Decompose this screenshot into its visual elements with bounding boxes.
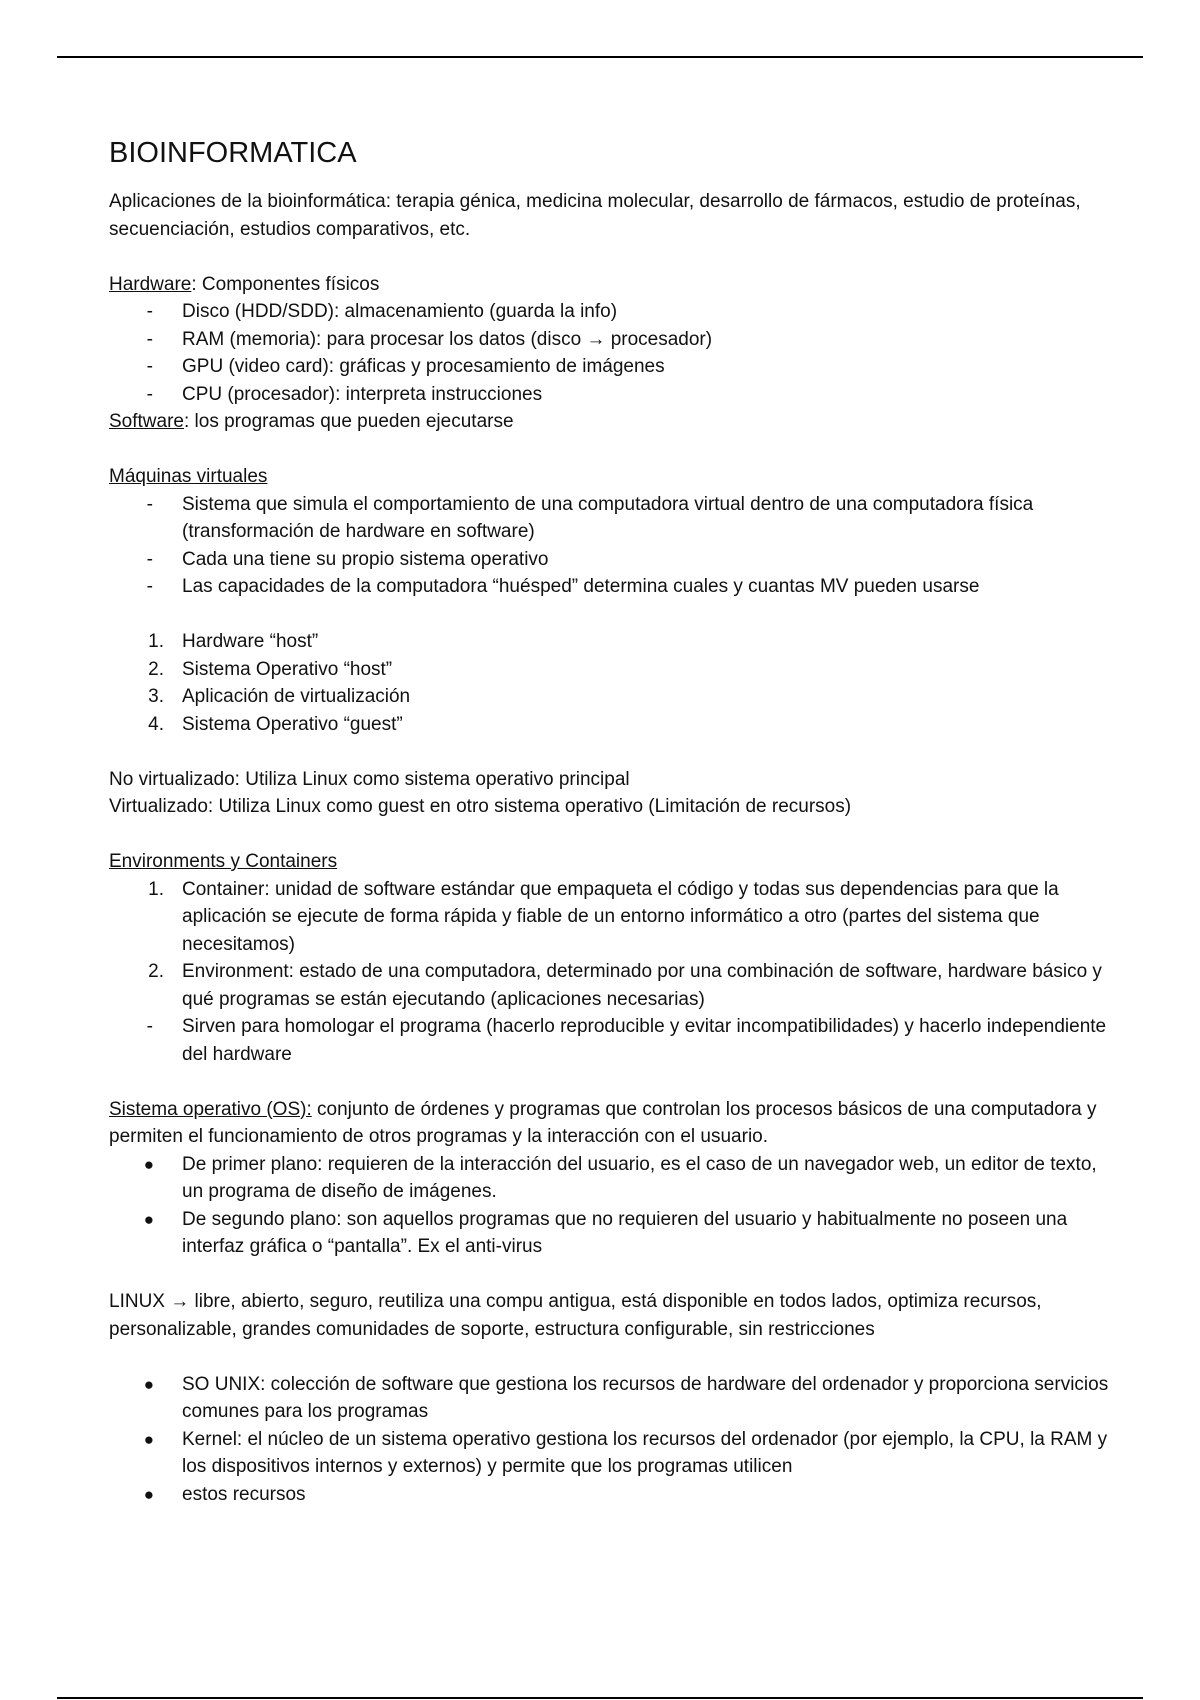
os-desc: conjunto de órdenes y programas que controlan los procesos básicos de una computadora y permiten el funcionamiento de otros programas y la interacción con el usuario. [109, 1098, 1097, 1147]
env-heading: Environments y Containers [109, 851, 338, 872]
vm-numbered-list [109, 628, 1109, 738]
hardware-heading: Hardware [109, 273, 192, 295]
virtual-line: Virtualizado: Utiliza Linux como guest en otro sistema operativo (Limitación de recursos) [109, 796, 852, 817]
list-item: - RAM (memoria): para procesar los datos (disco → procesador) [146, 328, 713, 350]
list-item: - GPU (video card): gráficas y procesamiento de imágenes [146, 356, 665, 377]
list-item: - Disco (HDD/SDD): almacenamiento (guarda la info) [146, 301, 618, 322]
list-item: - Sistema que simula el comportamiento de una computadora virtual dentro de una computadora física (transformación de hardware en software) [146, 493, 1034, 542]
software-desc: : los programas que pueden ejecutarse [183, 411, 514, 432]
list-item: ● De segundo plano: son aquellos programas que no requieren del usuario y habitualmente no poseen una interfaz gráfica o “pantalla”. Ex el anti-virus [143, 1208, 1068, 1257]
vm-heading-line [109, 463, 1109, 491]
numbered-item: 1. Hardware “host” [148, 631, 319, 652]
numbered-item: 2. Sistema Operativo “host” [148, 658, 393, 680]
footer-rule [57, 1697, 1143, 1699]
list-item: - CPU (procesador): interpreta instrucciones [146, 383, 543, 405]
linux-paragraph: LINUX → libre, abierto, seguro, reutiliza una compu antigua, está disponible en todos lados, optimiza recursos, personalizable, grandes comunidades de soporte, estructura configurable, sin restricciones [109, 1291, 1042, 1340]
page-title: BIOINFORMATICA [109, 137, 357, 169]
list-item: ● SO UNIX: colección de software que gestiona los recursos de hardware del ordenador y proporciona servicios comunes para los programas [143, 1373, 1109, 1422]
vm-heading: Máquinas virtuales [109, 466, 268, 487]
software-heading: Software [109, 411, 184, 432]
list-item: - Cada una tiene su propio sistema operativo [146, 548, 549, 570]
software-line [109, 408, 1109, 436]
numbered-item: 2. Environment: estado de una computadora, determinado por una combinación de software, hardware básico y qué programas se están ejecutando (aplicaciones necesarias) [148, 961, 1102, 1010]
vm-list [109, 491, 1109, 601]
os-list [109, 1151, 1109, 1261]
hardware-desc: : Componentes físicos [191, 273, 380, 295]
numbered-item: 1. Container: unidad de software estándar que empaqueta el código y todas sus dependencias para que la aplicación se ejecute de forma rápida y fiable de un entorno informático a otro (partes del sistema que necesitamos) [148, 878, 1059, 955]
list-item: - Sirven para homologar el programa (hacerlo reproducible y evitar incompatibilidades) y hacerlo independiente del hardware [146, 1016, 1107, 1065]
document-body [109, 130, 1109, 1508]
no-virtual-line: No virtualizado: Utiliza Linux como sistema operativo principal [109, 768, 630, 790]
header-rule [57, 56, 1143, 58]
list-item: ● De primer plano: requieren de la interacción del usuario, es el caso de un navegador web, un editor de texto, un programa de diseño de imágenes. [143, 1153, 1097, 1202]
env-numbered-list [109, 876, 1109, 1069]
hardware-line [109, 271, 1109, 299]
os-paragraph [109, 1096, 1109, 1151]
linux-list [109, 1371, 1109, 1509]
list-item: ● Kernel: el núcleo de un sistema operativo gestiona los recursos del ordenador (por ejemplo, la CPU, la RAM y los dispositivos internos y externos) y permite que los programas utilicen [143, 1428, 1108, 1477]
hardware-list [109, 298, 1109, 408]
os-heading: Sistema operativo (OS): [109, 1098, 312, 1120]
numbered-item: 4. Sistema Operativo “guest” [148, 713, 403, 735]
list-item: - Las capacidades de la computadora “huésped” determina cuales y cuantas MV pueden usarse [146, 576, 980, 597]
list-item: ● estos recursos [143, 1483, 306, 1505]
env-heading-line [109, 848, 1109, 876]
numbered-item: 3. Aplicación de virtualización [148, 686, 411, 707]
intro-paragraph: Aplicaciones de la bioinformática: terapia génica, medicina molecular, desarrollo de fármacos, estudio de proteínas, secuenciación, estudios comparativos, etc. [109, 191, 1081, 240]
